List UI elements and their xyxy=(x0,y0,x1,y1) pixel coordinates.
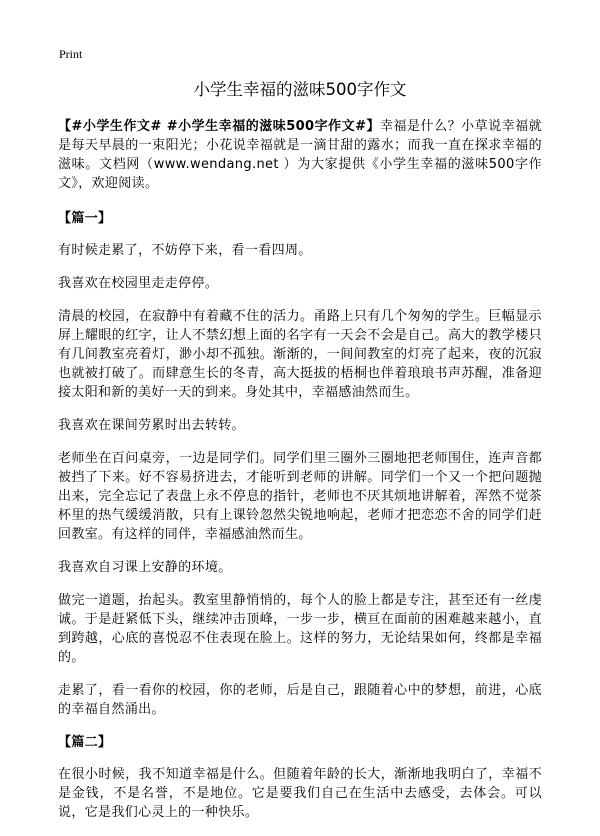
paragraph: 走累了，看一看你的校园，你的老师，后是自己，跟随着心中的梦想，前进，心底的幸福自然涌出。 xyxy=(58,683,542,717)
section-heading: 【篇二】 xyxy=(58,735,112,750)
paragraph: 我喜欢在校园里走走停停。 xyxy=(58,276,219,291)
paragraph: 清晨的校园，在寂静中有着藏不住的活力。甬路上只有几个匆匆的学生。巨幅显示屏上耀眼的红字，让人不禁幻想上面的名字有一天会不会是自己。高大的教学楼只有几间教室亮着灯，渺小却不孤独。渐渐的，一间间教室的灯亮了起来，夜的沉寂也就被打破了。而肆意生长的冬青，高大挺拔的梧桐也伴着琅琅书声苏醒，准备迎接太阳和新的美好一天的到来。身处其中，幸福感油然而生。 xyxy=(58,309,542,400)
paragraph: 我喜欢在课间劳累时出去转转。 xyxy=(58,418,245,433)
intro-text: 幸福是什么？小草说幸福就是每天早晨的一束阳光；小花说幸福就是一滴甘甜的露水；而我一直在探求幸福的滋味。文档网（www.wendang.net ）为大家提供《小学生幸福的滋味500字作文》，欢迎阅读。 xyxy=(58,119,542,191)
article-body xyxy=(58,117,542,836)
paragraph: 有时候走累了，不妨停下来，看一看四周。 xyxy=(58,243,312,258)
paragraph: 做完一道题，抬起头。教室里静悄悄的，每个人的脸上都是专注，甚至还有一丝虔诚。于是赶紧低下头，继续冲击顶峰，一步一步，横亘在面前的困难越来越小，直到跨越，心底的喜悦忍不住表现在脸上。这样的努力，无论结果如何，终都是幸福的。 xyxy=(58,593,542,665)
intro-paragraph xyxy=(58,117,542,193)
page-title: 小学生幸福的滋味500字作文 xyxy=(193,80,407,99)
paragraph: 在很小时候，我不知道幸福是什么。但随着年龄的长大，渐渐地我明白了，幸福不是金钱，不是名誉，不是地位。它是要我们自己在生活中去感受，去体会。可以说，它是我们心灵上的一种快乐。 xyxy=(58,767,542,820)
paragraph: 老师坐在百问桌旁，一边是同学们。同学们里三圈外三圈地把老师围住，连声音都被挡了下来。好不容易挤进去，才能听到老师的讲解。同学们一个又一个把问题抛出来，完全忘记了表盘上永不停息的指针，老师也不厌其烦地讲解着，浑然不觉茶杯里的热气缓缓消散，只有上课铃忽然尖锐地响起，老师才把恋恋不舍的同学们赶回教室。有这样的同伴，幸福感油然而生。 xyxy=(58,451,542,542)
intro-tags: 【#小学生作文# #小学生幸福的滋味500字作文#】 xyxy=(58,119,381,134)
section-heading: 【篇一】 xyxy=(58,211,112,226)
print-link[interactable]: Print xyxy=(59,47,83,61)
paragraph: 我喜欢自习课上安静的环境。 xyxy=(58,560,232,575)
